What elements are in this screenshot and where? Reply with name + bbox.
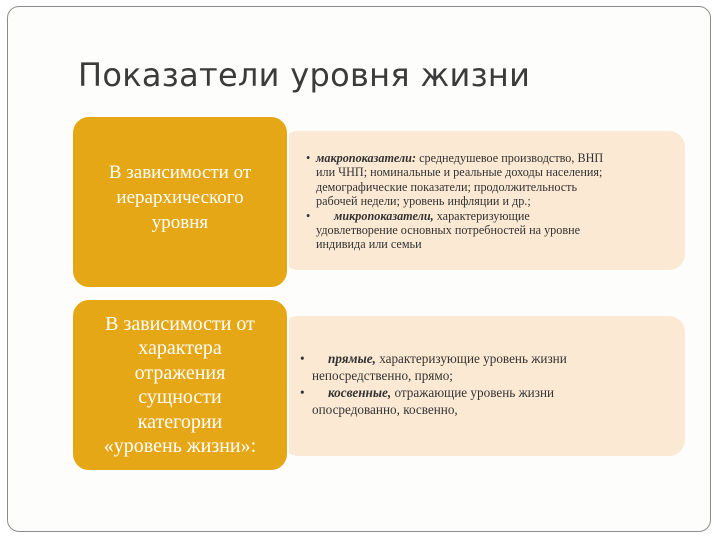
- bullet-dot-icon: •: [306, 151, 311, 165]
- bullet-item: [300, 384, 671, 401]
- bullet-item: [300, 350, 671, 367]
- bullet-dot-icon: •: [300, 351, 305, 366]
- bullet-continuation: рабочей недели; уровень инфляции и др.;: [316, 194, 531, 209]
- category-line: уровня: [151, 211, 209, 233]
- bullet-continuation: индивида или семьи: [316, 237, 422, 252]
- bullet-continuation: опосредованно, косвенно,: [312, 402, 458, 417]
- bullet-dot-icon: •: [306, 208, 311, 223]
- category-line: сущности: [138, 386, 222, 408]
- category-box-essence: [71, 298, 289, 472]
- category-line: «уровень жизни»:: [103, 435, 257, 457]
- bullet-dot-icon: •: [300, 385, 305, 400]
- bullet-text: характеризующие уровень жизни: [375, 351, 567, 366]
- category-line: характера: [138, 337, 222, 359]
- indicators-panel-essence: [282, 316, 685, 456]
- bullet-term: макропоказатели:: [316, 151, 417, 165]
- slide-title: Показатели уровня жизни: [78, 56, 531, 94]
- bullet-text: отражающие уровень жизни: [391, 385, 555, 400]
- category-line: отражения: [134, 361, 226, 384]
- bullet-continuation: непосредственно, прямо;: [312, 368, 453, 383]
- category-line: В зависимости от: [105, 312, 255, 335]
- bullet-text: среднедушевое производство, ВНП: [416, 151, 604, 165]
- category-line: категории: [137, 410, 223, 433]
- bullet-continuation: или ЧНП; номинальные и реальные доходы населения;: [316, 165, 603, 180]
- bullet-continuation: демографические показатели; продолжительность: [316, 179, 578, 194]
- indicators-panel-hierarchy: [282, 131, 685, 270]
- bullet-term: прямые,: [328, 351, 376, 366]
- bullet-text: характеризующие: [433, 208, 530, 223]
- bullet-item: [306, 151, 671, 165]
- category-line: В зависимости от: [108, 161, 252, 183]
- category-line: иерархического: [116, 186, 244, 208]
- category-box-hierarchy: [71, 115, 289, 289]
- bullet-continuation: удовлетворение основных потребностей на уровне: [316, 223, 581, 238]
- bullet-term: косвенные,: [328, 385, 392, 400]
- bullet-term: микропоказатели,: [334, 208, 434, 223]
- bullet-item: [306, 209, 671, 223]
